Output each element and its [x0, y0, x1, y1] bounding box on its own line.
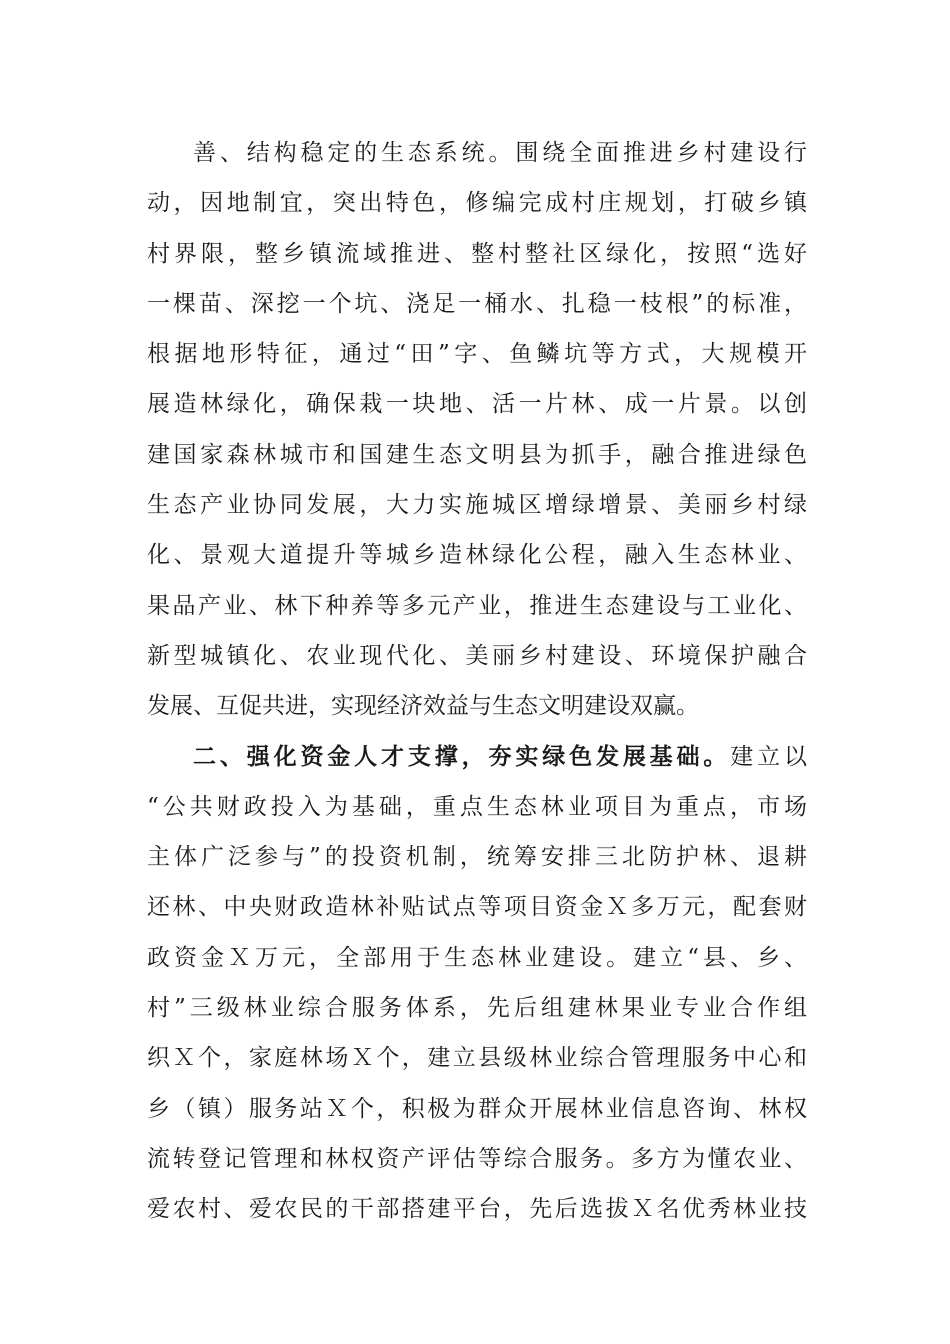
- paragraph-line: 展造林绿化，确保栽一块地、活一片林、成一片景。以创: [147, 391, 807, 418]
- paragraph-line: 流转登记管理和林权资产评估等综合服务。多方为懂农业、: [147, 1145, 807, 1172]
- paragraph-line: 乡（镇）服务站Ｘ个，积极为群众开展林业信息咨询、林权: [147, 1095, 807, 1122]
- section-heading: 二、强化资金人才支撑，夯实绿色发展基础。: [193, 742, 731, 770]
- paragraph-line: 一棵苗、深挖一个坑、浇足一桶水、扎稳一枝根”的标准，: [147, 290, 807, 317]
- paragraph-line: 还林、中央财政造林补贴试点等项目资金Ｘ多万元，配套财: [147, 894, 807, 921]
- paragraph-line: 村界限，整乡镇流域推进、整村整社区绿化，按照“选好: [147, 240, 807, 267]
- paragraph-line: 根据地形特征，通过“田”字、鱼鳞坑等方式，大规模开: [147, 341, 807, 368]
- document-body: [147, 128, 807, 1235]
- paragraph-1: [147, 128, 807, 732]
- paragraph-line: 动，因地制宜，突出特色，修编完成村庄规划，打破乡镇: [147, 190, 807, 217]
- paragraph-heading-line: [147, 732, 807, 782]
- paragraph-line: 主体广泛参与”的投资机制，统筹安排三北防护林、退耕: [147, 844, 807, 871]
- paragraph-line: 新型城镇化、农业现代化、美丽乡村建设、环境保护融合: [147, 642, 807, 669]
- paragraph-line: 织Ｘ个，家庭林场Ｘ个，建立县级林业综合管理服务中心和: [147, 1045, 807, 1072]
- heading-line-rest: 建立以: [730, 743, 808, 770]
- paragraph-line: 生态产业协同发展，大力实施城区增绿增景、美丽乡村绿: [147, 492, 807, 519]
- paragraph-line: 化、景观大道提升等城乡造林绿化公程，融入生态林业、: [147, 542, 807, 569]
- paragraph-line: 果品产业、林下种养等多元产业，推进生态建设与工业化、: [147, 592, 807, 619]
- paragraph-line: 建国家森林城市和国建生态文明县为抓手，融合推进绿色: [147, 441, 807, 468]
- paragraph-line: 村”三级林业综合服务体系，先后组建林果业专业合作组: [147, 995, 807, 1022]
- paragraph-2: [147, 732, 807, 1235]
- paragraph-line: 善、结构稳定的生态系统。围绕全面推进乡村建设行: [193, 140, 807, 166]
- paragraph-line: 政资金Ｘ万元，全部用于生态林业建设。建立“县、乡、: [147, 944, 807, 971]
- paragraph-line: 发展、互促共进，实现经济效益与生态文明建设双赢。: [147, 693, 699, 720]
- paragraph-line: 爱农村、爱农民的干部搭建平台，先后选拔Ｘ名优秀林业技: [147, 1196, 807, 1223]
- paragraph-line: “公共财政投入为基础，重点生态林业项目为重点，市场: [147, 793, 807, 820]
